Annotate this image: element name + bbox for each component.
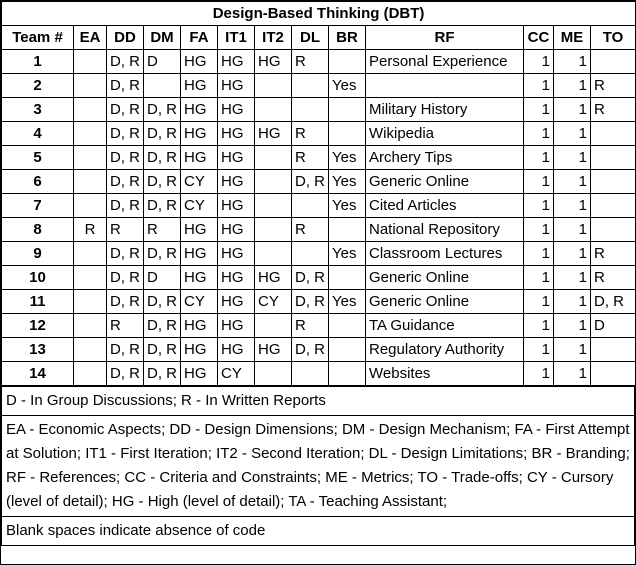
cell-cc: 1 <box>524 338 554 362</box>
cell-dm: D <box>144 50 181 74</box>
cell-dd: D, R <box>107 98 144 122</box>
cell-dl <box>292 74 329 98</box>
cell-me: 1 <box>554 146 591 170</box>
table-row <box>2 146 636 170</box>
cell-ea <box>74 146 107 170</box>
cell-rf: Websites <box>366 362 524 386</box>
cell-me: 1 <box>554 170 591 194</box>
cell-dd: D, R <box>107 122 144 146</box>
cell-ea <box>74 290 107 314</box>
cell-fa: HG <box>181 98 218 122</box>
cell-dl: R <box>292 314 329 338</box>
cell-it1: CY <box>218 362 255 386</box>
table-row <box>2 122 636 146</box>
cell-me: 1 <box>554 74 591 98</box>
cell-it1: HG <box>218 170 255 194</box>
table-row <box>2 74 636 98</box>
cell-ea <box>74 266 107 290</box>
cell-dd: D, R <box>107 194 144 218</box>
cell-cc: 1 <box>524 50 554 74</box>
header-cc: CC <box>524 26 554 50</box>
table-row <box>2 314 636 338</box>
cell-it1: HG <box>218 338 255 362</box>
cell-cc: 1 <box>524 218 554 242</box>
cell-dd: R <box>107 314 144 338</box>
cell-cc: 1 <box>524 194 554 218</box>
cell-br <box>329 98 366 122</box>
header-dd: DD <box>107 26 144 50</box>
cell-team: 8 <box>2 218 74 242</box>
cell-me: 1 <box>554 290 591 314</box>
cell-it2: HG <box>255 266 292 290</box>
cell-dm: D, R <box>144 194 181 218</box>
dbt-table <box>1 1 636 386</box>
cell-dm: D, R <box>144 146 181 170</box>
cell-cc: 1 <box>524 314 554 338</box>
cell-it2: HG <box>255 50 292 74</box>
cell-me: 1 <box>554 338 591 362</box>
cell-rf: Classroom Lectures <box>366 242 524 266</box>
cell-me: 1 <box>554 50 591 74</box>
header-fa: FA <box>181 26 218 50</box>
cell-dm: D, R <box>144 98 181 122</box>
cell-rf: Personal Experience <box>366 50 524 74</box>
cell-fa: HG <box>181 218 218 242</box>
cell-ea <box>74 122 107 146</box>
cell-to: R <box>591 74 636 98</box>
cell-dm: D <box>144 266 181 290</box>
cell-cc: 1 <box>524 98 554 122</box>
cell-fa: CY <box>181 170 218 194</box>
cell-dm: D, R <box>144 338 181 362</box>
cell-dm: D, R <box>144 362 181 386</box>
cell-team: 12 <box>2 314 74 338</box>
cell-dl: D, R <box>292 266 329 290</box>
cell-dl <box>292 362 329 386</box>
header-br: BR <box>329 26 366 50</box>
cell-ea <box>74 170 107 194</box>
cell-br: Yes <box>329 146 366 170</box>
cell-fa: HG <box>181 122 218 146</box>
cell-rf: Cited Articles <box>366 194 524 218</box>
cell-me: 1 <box>554 266 591 290</box>
cell-ea <box>74 362 107 386</box>
cell-it1: HG <box>218 98 255 122</box>
cell-fa: HG <box>181 362 218 386</box>
cell-to <box>591 50 636 74</box>
table-row <box>2 290 636 314</box>
cell-br <box>329 314 366 338</box>
cell-it2: HG <box>255 338 292 362</box>
cell-it1: HG <box>218 290 255 314</box>
cell-dd: D, R <box>107 50 144 74</box>
cell-cc: 1 <box>524 362 554 386</box>
cell-to <box>591 146 636 170</box>
cell-br <box>329 122 366 146</box>
cell-ea <box>74 242 107 266</box>
header-dl: DL <box>292 26 329 50</box>
cell-br: Yes <box>329 194 366 218</box>
cell-cc: 1 <box>524 74 554 98</box>
header-rf: RF <box>366 26 524 50</box>
cell-me: 1 <box>554 218 591 242</box>
header-me: ME <box>554 26 591 50</box>
table-row <box>2 362 636 386</box>
table-row <box>2 50 636 74</box>
cell-it2 <box>255 74 292 98</box>
cell-it1: HG <box>218 122 255 146</box>
cell-fa: HG <box>181 74 218 98</box>
header-team: Team # <box>2 26 74 50</box>
cell-dm: D, R <box>144 122 181 146</box>
cell-it2 <box>255 146 292 170</box>
cell-rf: Generic Online <box>366 266 524 290</box>
cell-br <box>329 338 366 362</box>
cell-fa: HG <box>181 242 218 266</box>
cell-fa: CY <box>181 194 218 218</box>
cell-it2 <box>255 194 292 218</box>
cell-to <box>591 362 636 386</box>
cell-dl <box>292 194 329 218</box>
cell-dl: D, R <box>292 170 329 194</box>
cell-dm <box>144 74 181 98</box>
cell-ea <box>74 338 107 362</box>
cell-dm: D, R <box>144 290 181 314</box>
cell-to <box>591 218 636 242</box>
cell-ea <box>74 194 107 218</box>
cell-team: 7 <box>2 194 74 218</box>
legend-dr-note: D - In Group Discussions; R - In Written Reports <box>1 386 635 416</box>
cell-dd: D, R <box>107 338 144 362</box>
cell-me: 1 <box>554 242 591 266</box>
cell-it2 <box>255 98 292 122</box>
cell-it1: HG <box>218 242 255 266</box>
cell-rf: Generic Online <box>366 170 524 194</box>
table-row <box>2 98 636 122</box>
header-ea: EA <box>74 26 107 50</box>
cell-fa: HG <box>181 338 218 362</box>
cell-it1: HG <box>218 74 255 98</box>
cell-rf: National Repository <box>366 218 524 242</box>
cell-team: 6 <box>2 170 74 194</box>
cell-dd: D, R <box>107 146 144 170</box>
table-row <box>2 218 636 242</box>
cell-team: 14 <box>2 362 74 386</box>
cell-dd: D, R <box>107 74 144 98</box>
table-row <box>2 266 636 290</box>
cell-it1: HG <box>218 218 255 242</box>
cell-dm: R <box>144 218 181 242</box>
header-it2: IT2 <box>255 26 292 50</box>
cell-br: Yes <box>329 242 366 266</box>
cell-dm: D, R <box>144 242 181 266</box>
cell-rf: TA Guidance <box>366 314 524 338</box>
cell-br <box>329 266 366 290</box>
table-title: Design-Based Thinking (DBT) <box>2 2 636 26</box>
cell-cc: 1 <box>524 290 554 314</box>
cell-rf: Wikipedia <box>366 122 524 146</box>
cell-to: R <box>591 266 636 290</box>
cell-dd: R <box>107 218 144 242</box>
cell-dm: D, R <box>144 314 181 338</box>
cell-team: 11 <box>2 290 74 314</box>
cell-it1: HG <box>218 194 255 218</box>
cell-ea <box>74 74 107 98</box>
cell-to <box>591 338 636 362</box>
table-row <box>2 194 636 218</box>
cell-cc: 1 <box>524 242 554 266</box>
cell-fa: CY <box>181 290 218 314</box>
cell-to: D <box>591 314 636 338</box>
cell-cc: 1 <box>524 122 554 146</box>
cell-to: D, R <box>591 290 636 314</box>
cell-dl: R <box>292 146 329 170</box>
cell-br <box>329 362 366 386</box>
title-row <box>2 2 636 26</box>
cell-team: 2 <box>2 74 74 98</box>
cell-br: Yes <box>329 170 366 194</box>
cell-it2 <box>255 242 292 266</box>
cell-team: 13 <box>2 338 74 362</box>
cell-team: 3 <box>2 98 74 122</box>
cell-rf: Regulatory Authority <box>366 338 524 362</box>
blank-note: Blank spaces indicate absence of code <box>1 517 635 546</box>
cell-to: R <box>591 242 636 266</box>
cell-me: 1 <box>554 194 591 218</box>
cell-dd: D, R <box>107 266 144 290</box>
table-row <box>2 170 636 194</box>
cell-team: 1 <box>2 50 74 74</box>
cell-it2: CY <box>255 290 292 314</box>
cell-fa: HG <box>181 266 218 290</box>
header-row <box>2 26 636 50</box>
cell-it1: HG <box>218 50 255 74</box>
cell-dl: D, R <box>292 338 329 362</box>
cell-it1: HG <box>218 146 255 170</box>
cell-me: 1 <box>554 122 591 146</box>
cell-fa: HG <box>181 146 218 170</box>
cell-dl <box>292 242 329 266</box>
cell-rf <box>366 74 524 98</box>
cell-ea: R <box>74 218 107 242</box>
cell-dl <box>292 98 329 122</box>
cell-fa: HG <box>181 50 218 74</box>
cell-it2 <box>255 362 292 386</box>
cell-to <box>591 194 636 218</box>
cell-cc: 1 <box>524 146 554 170</box>
cell-it1: HG <box>218 266 255 290</box>
cell-team: 5 <box>2 146 74 170</box>
cell-br: Yes <box>329 290 366 314</box>
cell-dl: R <box>292 218 329 242</box>
cell-br: Yes <box>329 74 366 98</box>
cell-dd: D, R <box>107 290 144 314</box>
cell-dm: D, R <box>144 170 181 194</box>
table-body <box>2 50 636 386</box>
abbreviations-note: EA - Economic Aspects; DD - Design Dimensions; DM - Design Mechanism; FA - First Attempt at Solution; IT1 - First Iteration; IT2 - Second Iteration; DL - Design Limitations; BR - Branding; RF - References; CC - Criteria and Constraints; ME - Metrics; TO - Trade-offs; CY - Cursory (level of detail); HG - High (level of detail); TA - Teaching Assistant; <box>1 416 635 517</box>
cell-rf: Military History <box>366 98 524 122</box>
cell-ea <box>74 314 107 338</box>
cell-it2: HG <box>255 122 292 146</box>
cell-rf: Archery Tips <box>366 146 524 170</box>
cell-me: 1 <box>554 98 591 122</box>
cell-to: R <box>591 98 636 122</box>
header-dm: DM <box>144 26 181 50</box>
cell-it1: HG <box>218 314 255 338</box>
cell-cc: 1 <box>524 170 554 194</box>
cell-dl: R <box>292 122 329 146</box>
cell-br <box>329 218 366 242</box>
table-row <box>2 242 636 266</box>
cell-to <box>591 170 636 194</box>
cell-rf: Generic Online <box>366 290 524 314</box>
cell-dl: R <box>292 50 329 74</box>
cell-it2 <box>255 314 292 338</box>
cell-team: 4 <box>2 122 74 146</box>
cell-dl: D, R <box>292 290 329 314</box>
cell-fa: HG <box>181 314 218 338</box>
cell-dd: D, R <box>107 362 144 386</box>
cell-to <box>591 122 636 146</box>
cell-it2 <box>255 170 292 194</box>
cell-br <box>329 50 366 74</box>
cell-me: 1 <box>554 362 591 386</box>
cell-dd: D, R <box>107 170 144 194</box>
header-it1: IT1 <box>218 26 255 50</box>
cell-ea <box>74 50 107 74</box>
cell-ea <box>74 98 107 122</box>
header-to: TO <box>591 26 636 50</box>
cell-me: 1 <box>554 314 591 338</box>
cell-dd: D, R <box>107 242 144 266</box>
cell-team: 9 <box>2 242 74 266</box>
cell-cc: 1 <box>524 266 554 290</box>
cell-it2 <box>255 218 292 242</box>
cell-team: 10 <box>2 266 74 290</box>
table-row <box>2 338 636 362</box>
